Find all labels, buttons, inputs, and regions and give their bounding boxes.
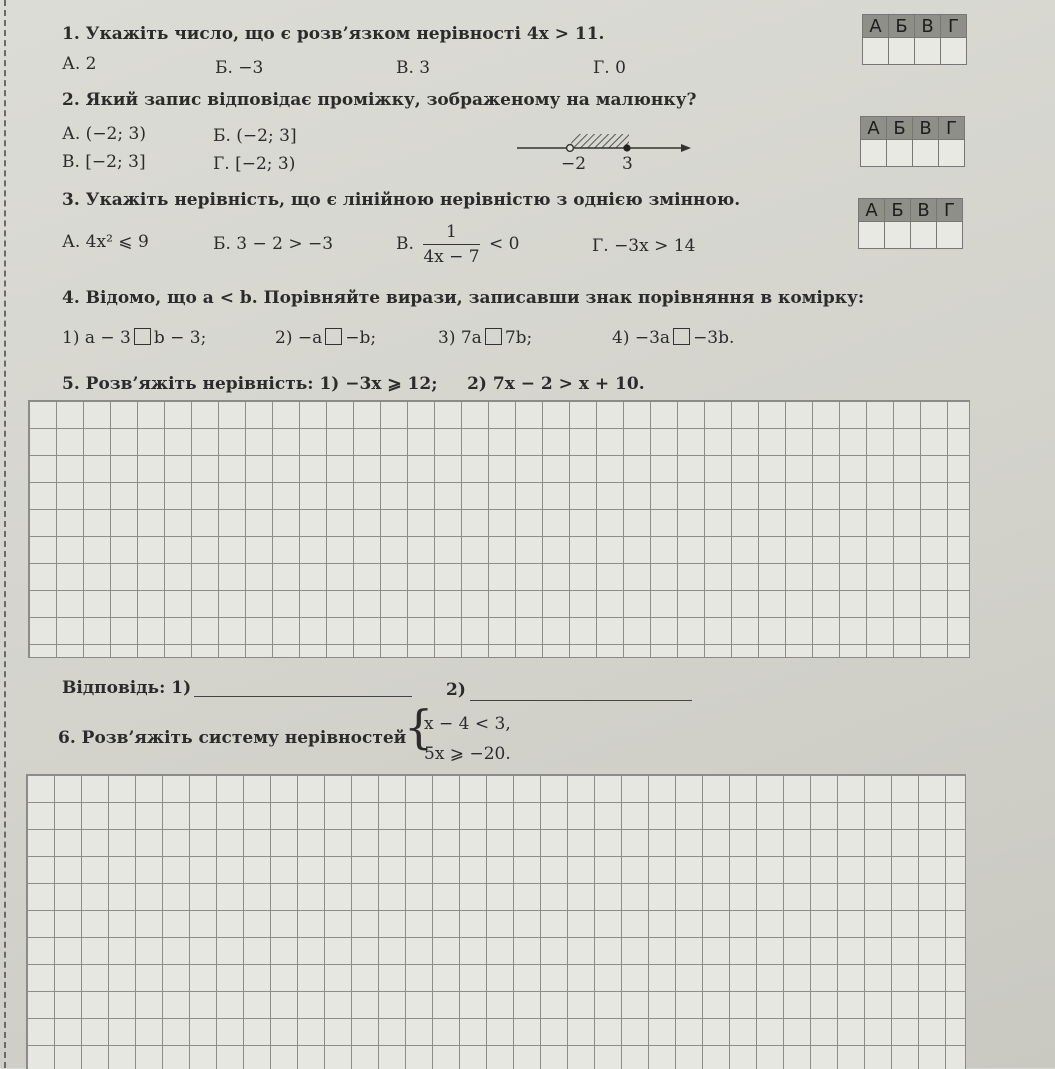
q4-item-1-left: 1) a − 3 [62, 328, 131, 348]
answer-cell-c[interactable] [913, 140, 939, 167]
answer-header-c: В [913, 117, 939, 140]
question-3-text: 3. Укажіть нерівність, що є лінійною нерівністю з однією змінною. [62, 190, 741, 210]
q1-option-a: А. 2 [62, 54, 97, 74]
answer-header-a: А [861, 117, 887, 140]
comparison-box-4[interactable] [673, 328, 690, 345]
question-1-text: 1. Укажіть число, що є розв’язком нерівності 4x > 11. [62, 24, 605, 44]
comparison-box-2[interactable] [325, 328, 342, 345]
q2-option-c: В. [−2; 3] [62, 152, 146, 172]
system-brace: { [404, 700, 434, 754]
comparison-box-1[interactable] [134, 328, 151, 345]
q1-answer-table[interactable] [862, 14, 967, 65]
answer-cell-b[interactable] [887, 140, 913, 167]
answer-header-d: Г [939, 117, 965, 140]
answer-cell-a[interactable] [861, 140, 887, 167]
question-6-text: 6. Розв’яжіть систему нерівностей [58, 728, 407, 748]
answer-cell-d[interactable] [937, 222, 963, 249]
q6-work-grid[interactable] [26, 774, 966, 1069]
q4-item-2-right: −b; [345, 328, 377, 348]
answer-cell-c[interactable] [911, 222, 937, 249]
answer-header-c: В [911, 199, 937, 222]
q5-answer-line-2[interactable] [470, 700, 692, 701]
q3-option-c-fraction [423, 222, 479, 267]
answer-header-b: Б [887, 117, 913, 140]
answer-cell-b[interactable] [885, 222, 911, 249]
q3-answer-table[interactable] [858, 198, 963, 249]
q4-item-2-left: 2) −a [275, 328, 323, 348]
answer-cell-a[interactable] [859, 222, 885, 249]
q3-option-a: А. 4x² ⩽ 9 [62, 232, 149, 252]
question-4-text: 4. Відомо, що a < b. Порівняйте вирази, записавши знак порівняння в комірку: [62, 288, 865, 308]
axis-label-3: 3 [622, 154, 633, 174]
q5-work-grid[interactable] [28, 400, 970, 658]
q2-option-d: Г. [−2; 3) [213, 154, 296, 174]
answer-header-a: А [863, 15, 889, 38]
q2-answer-table[interactable] [860, 116, 965, 167]
answer-cell-c[interactable] [915, 38, 941, 65]
q4-item-1 [62, 328, 206, 348]
q4-item-4-right: −3b. [693, 328, 735, 348]
fraction-denominator: 4x − 7 [423, 247, 480, 267]
question-2-text: 2. Який запис відповідає проміжку, зображеному на малюнку? [62, 90, 697, 110]
q1-option-c: В. 3 [396, 58, 431, 78]
q4-item-3-left: 3) 7a [438, 328, 482, 348]
q4-item-1-right: b − 3; [153, 328, 207, 348]
fraction-numerator: 1 [423, 222, 479, 245]
answer-header-b: Б [885, 199, 911, 222]
answer-header-d: Г [941, 15, 967, 38]
q4-item-2 [275, 328, 376, 348]
q4-item-3-right: 7b; [504, 328, 533, 348]
q5-answer-label-2: 2) [446, 680, 466, 700]
question-5-text: 5. Розв’яжіть нерівність: 1) −3x ⩾ 12; 2) 7x − 2 > x + 10. [62, 374, 645, 394]
cut-line [4, 0, 6, 1068]
q4-item-4 [612, 328, 734, 348]
q5-answer-line-1[interactable] [194, 696, 412, 697]
axis-label-minus-2: −2 [561, 154, 587, 174]
q3-option-b: Б. 3 − 2 > −3 [213, 234, 334, 254]
q2-option-b: Б. (−2; 3] [213, 126, 297, 146]
answer-cell-d[interactable] [939, 140, 965, 167]
answer-header-a: А [859, 199, 885, 222]
q3-option-c-tail: < 0 [489, 234, 520, 254]
answer-cell-d[interactable] [941, 38, 967, 65]
q3-option-d: Г. −3x > 14 [592, 236, 696, 256]
q3-option-c [396, 222, 519, 267]
answer-cell-a[interactable] [863, 38, 889, 65]
answer-cell-b[interactable] [889, 38, 915, 65]
q4-item-4-left: 4) −3a [612, 328, 671, 348]
answer-header-c: В [915, 15, 941, 38]
q4-item-3 [438, 328, 532, 348]
q1-option-d: Г. 0 [593, 58, 626, 78]
q2-option-a: А. (−2; 3) [62, 124, 146, 144]
q1-option-b: Б. −3 [215, 58, 264, 78]
answer-header-b: Б [889, 15, 915, 38]
answer-header-d: Г [937, 199, 963, 222]
q5-answer-label-1: Відповідь: 1) [62, 678, 192, 698]
system-line-2: 5x ⩾ −20. [424, 744, 511, 764]
number-line-diagram [515, 128, 700, 174]
q3-option-c-label: В. [396, 234, 414, 254]
system-line-1: x − 4 < 3, [424, 714, 511, 734]
comparison-box-3[interactable] [485, 328, 502, 345]
